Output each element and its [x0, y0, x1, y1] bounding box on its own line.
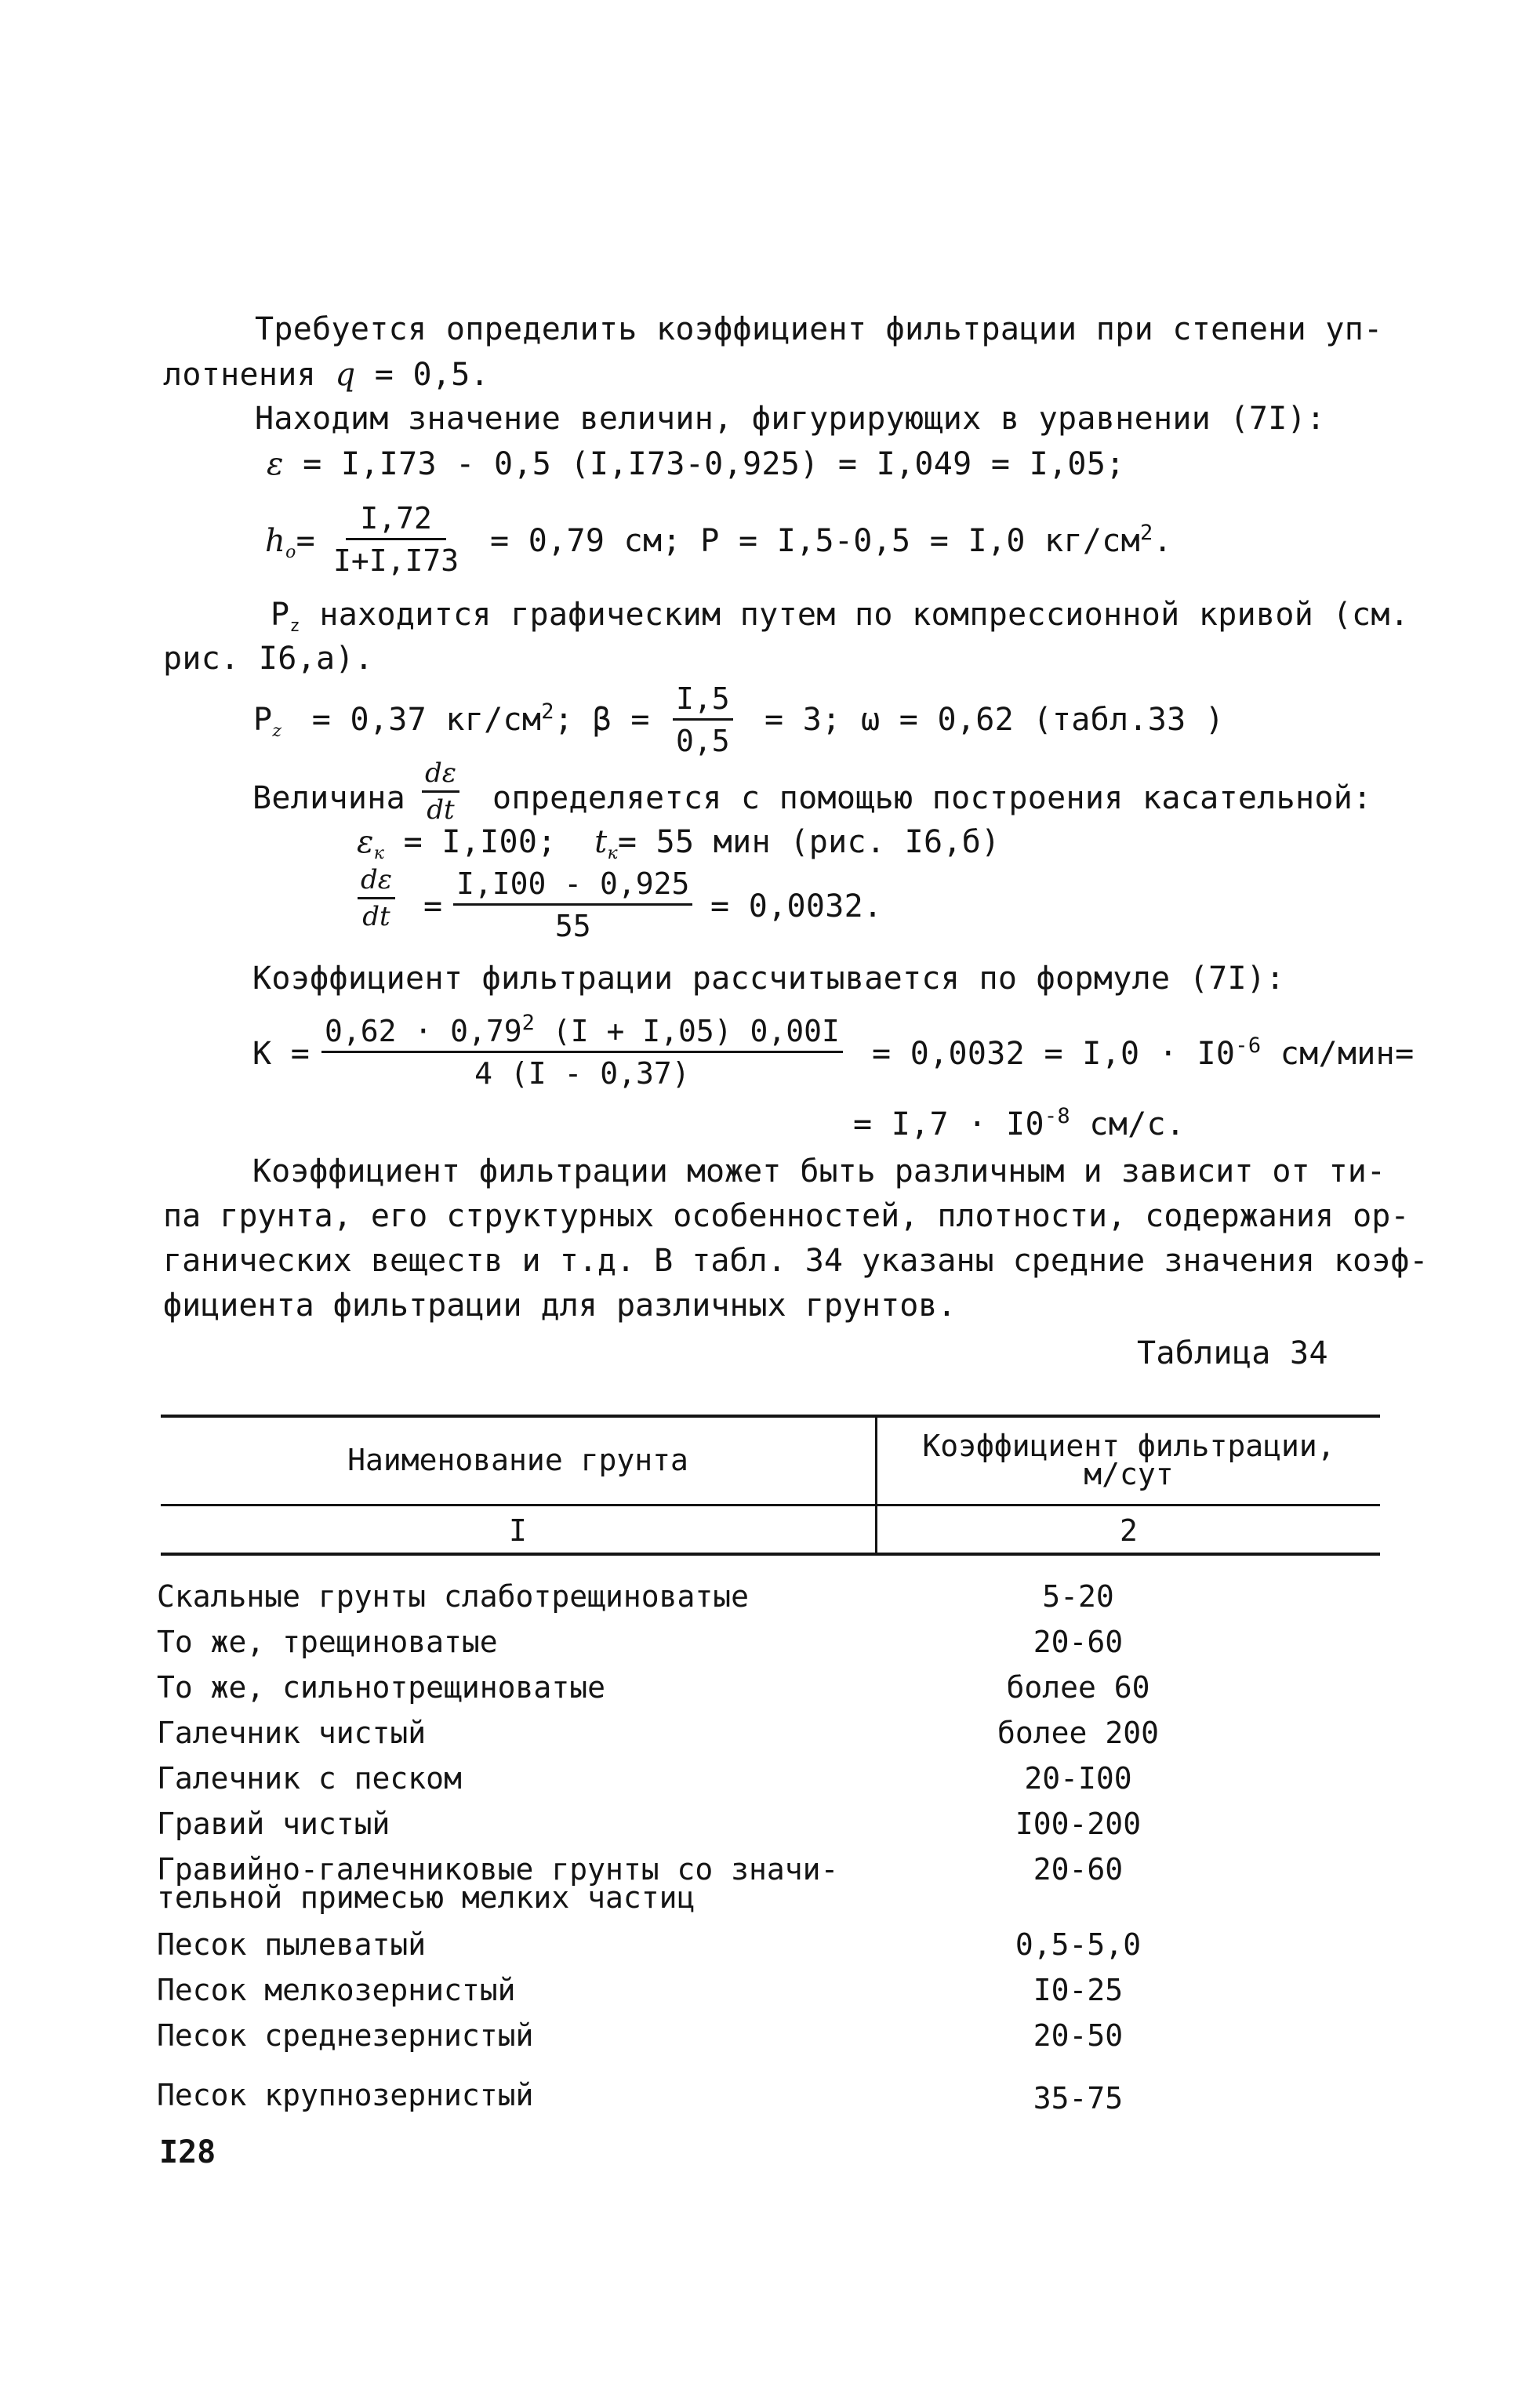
beta-fraction: [673, 681, 733, 760]
k-numerator: $0,62 \cdot 0,79^2$ (I + I,05) 0,00I: [321, 1013, 843, 1053]
h0-fraction: [333, 500, 459, 579]
filtration-paragraph: [163, 1150, 1429, 1328]
omega-equation: ω = 0,62 (табл.33 ): [861, 702, 1225, 738]
intro-line-1: Требуется определить коэффициент фильтрации при степени уп-: [255, 311, 1383, 347]
derivative-denominator: 55: [554, 909, 591, 943]
table-row-name: Галечник чистый: [157, 1716, 427, 1750]
k-fraction: [321, 1013, 843, 1092]
table-row-name: То же, сильнотрещиноватые: [157, 1670, 605, 1705]
derivative-label: Величина: [252, 780, 406, 816]
k-result-line-2: = $I,7 \cdot I0^{-8}$ см/с.: [853, 1104, 1186, 1142]
table-row-value: I00-200: [1015, 1807, 1142, 1841]
table-top-rule: [161, 1415, 1380, 1418]
table-row-name-continued: тельной примесью мелких частиц: [157, 1880, 695, 1915]
paragraph-line: ганических веществ и т.д. В табл. 34 указаны средние значения коэф-: [163, 1243, 1429, 1279]
table-row-name: Гравийно-галечниковые грунты со значи-: [157, 1852, 839, 1887]
pz-text-line-1: $P_z$ находится графическим путем по компрессионной кривой (см.: [271, 597, 1410, 636]
table-row-name: Галечник с песком: [157, 1761, 462, 1796]
column-header-unit: м/сут: [1084, 1457, 1174, 1491]
table-row-name: Песок среднезернистый: [157, 2018, 534, 2053]
q-symbol: q: [335, 357, 356, 393]
table-row-name: То же, трещиноватые: [157, 1625, 498, 1659]
table-row-name: Песок крупнозернистый: [157, 2078, 534, 2112]
derivative-equals: =: [423, 888, 443, 924]
h0-denominator: I+I,I73: [333, 543, 459, 578]
table-row-value: 20-60: [1033, 1852, 1124, 1887]
derivative-result: = 0,0032.: [710, 888, 883, 924]
table-row-value: более 60: [1006, 1670, 1150, 1705]
derivative-fraction: $\frac{d\varepsilon}{dt}$: [358, 864, 395, 932]
table-row-value: более 200: [997, 1716, 1159, 1750]
table-row-name: Гравий чистый: [157, 1807, 390, 1841]
table-row-value: I0-25: [1033, 1973, 1124, 2007]
page-number: I28: [159, 2134, 216, 2170]
pz-text-line-2: рис. I6,а).: [163, 641, 374, 677]
table-row-name: Скальные грунты слаботрещиноватые: [157, 1579, 749, 1614]
pz-equation: $P_z = 0,37$ $кг/см^2$; β =: [253, 699, 650, 741]
table-header-rule: [161, 1504, 1380, 1506]
epsilon-equation: ε = I,I73 - 0,5 (I,I73-0,925) = I,049 = I,05;: [267, 446, 1125, 482]
ek-tk-line: $\varepsilon_к = I,I00$; $t_к= 55$ мин (рис. I6,б): [357, 824, 1001, 863]
k-denominator: 4 (I - 0,37): [474, 1056, 690, 1091]
beta-denominator: 0,5: [676, 724, 730, 758]
paragraph-line: па грунта, его структурных особенностей, плотности, содержания ор-: [163, 1198, 1410, 1234]
table-row-value: 35-75: [1033, 2081, 1124, 2116]
h0-result: = 0,79 см; P = I,5-0,5 = I,0 $кг/см^2$.: [490, 521, 1172, 559]
table-row-value: 20-I00: [1024, 1761, 1132, 1796]
derivative-text: определяется с помощью построения касательной:: [492, 780, 1372, 816]
beta-result: = 3;: [764, 702, 841, 738]
table-numbers-rule: [161, 1553, 1380, 1556]
column-header-soil: Наименование грунта: [347, 1443, 688, 1477]
column-number-1: I: [509, 1513, 527, 1548]
derivative-numerator: I,I00 - 0,925: [453, 866, 692, 906]
h0-symbol: $h_o=$: [265, 523, 315, 562]
derivative-fraction-inline: $\frac{d\varepsilon}{dt}$: [422, 757, 459, 826]
table-caption: Таблица 34: [1137, 1335, 1328, 1371]
column-number-2: 2: [1120, 1513, 1138, 1548]
values-intro: Находим значение величин, фигурирующих в уравнении (7I):: [255, 401, 1326, 437]
column-header-coefficient: Коэффициент фильтрации,: [922, 1429, 1335, 1463]
k-result: = $0,0032 = I,0 \cdot I0^{-6}$ см/мин=: [872, 1033, 1415, 1072]
intro-line-2: лотнения q = 0,5.: [163, 357, 490, 393]
paragraph-line: фициента фильтрации для различных грунтов.: [163, 1288, 957, 1324]
table-row-value: 20-50: [1033, 2018, 1124, 2053]
formula-intro: Коэффициент фильтрации рассчитывается по формуле (7I):: [252, 961, 1285, 997]
table-row-value: 5-20: [1042, 1579, 1114, 1614]
derivative-value-fraction: [453, 866, 692, 945]
table-row-name: Песок мелкозернистый: [157, 1973, 516, 2007]
beta-numerator: I,5: [673, 681, 733, 721]
k-lhs: K =: [252, 1036, 311, 1072]
h0-numerator: I,72: [346, 500, 446, 540]
paragraph-line: Коэффициент фильтрации может быть различным и зависит от ти-: [252, 1153, 1386, 1189]
table-row-value: 0,5-5,0: [1015, 1927, 1142, 1962]
table-row-value: 20-60: [1033, 1625, 1124, 1659]
table-row-name: Песок пылеватый: [157, 1927, 427, 1962]
